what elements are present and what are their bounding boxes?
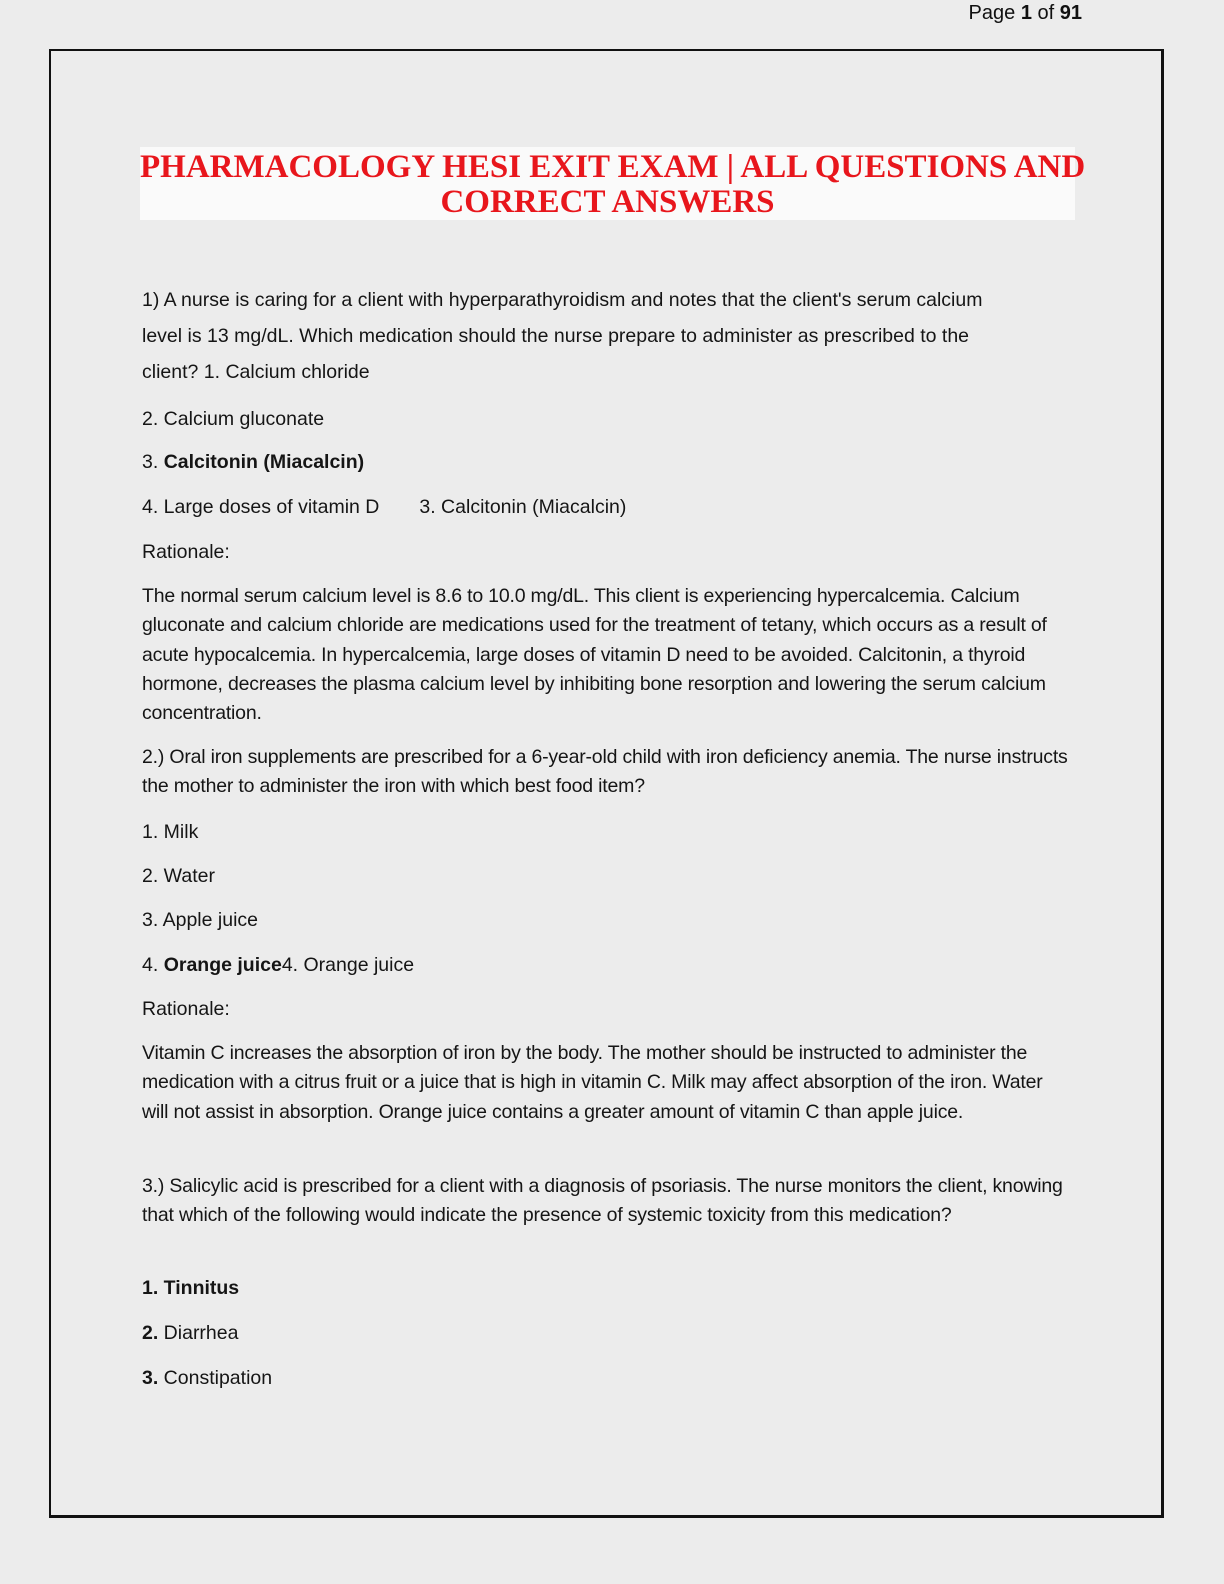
q1-stem-line-3: client? 1. Calcium chloride <box>142 361 370 383</box>
q1-option-3 <box>142 451 364 474</box>
q3-option-3-text: Constipation <box>158 1367 273 1389</box>
q3-stem: 3.) Salicylic acid is prescribed for a client with a diagnosis of psoriasis. The nurse monitors the client, knowing that which of the following would indicate the presence of systemic toxicity from this medication? <box>142 1175 1063 1227</box>
q3-option-2-number: 2. <box>142 1322 159 1344</box>
q2-rationale-label: Rationale: <box>142 998 230 1020</box>
q3-option-2 <box>142 1322 238 1345</box>
page-of: of <box>1037 2 1055 24</box>
q1-option-4-row <box>142 496 626 519</box>
q1-option-4: 4. Large doses of vitamin D <box>142 496 380 518</box>
document-title <box>140 147 1086 220</box>
q2-rationale: Vitamin C increases the absorption of iron by the body. The mother should be instructed to administer the medication with a citrus fruit or a juice that is high in vitamin C. Milk may affect absorption of the iron. Water will not assist in absorption. Orange juice contains a greater amount of vitamin C than apple juice. <box>142 1042 1043 1123</box>
q2-option-3: 3. Apple juice <box>142 909 259 931</box>
q1-option-2: 2. Calcium gluconate <box>142 408 325 430</box>
q1-option-3-correct: Calcitonin (Miacalcin) <box>163 451 365 473</box>
q3-option-3-number: 3. <box>142 1367 159 1389</box>
q2-option-4-row <box>142 954 414 977</box>
q1-option-3-number: 3. <box>142 451 164 473</box>
q2-option-4-correct: Orange juice <box>163 954 282 976</box>
q2-option-1: 1. Milk <box>142 821 199 843</box>
q3-option-1-correct: 1. Tinnitus <box>142 1277 240 1299</box>
q1-answer: 3. Calcitonin (Miacalcin) <box>419 496 627 518</box>
q2-option-4-number: 4. <box>142 954 164 976</box>
q3-option-3 <box>142 1367 272 1390</box>
q1-rationale: The normal serum calcium level is 8.6 to 10.0 mg/dL. This client is experiencing hypercalcemia. Calcium gluconate and calcium chloride are medications used for the treatment of tetany, which occurs as a result of acute hypocalcemia. In hypercalcemia, large doses of vitamin D need to be avoided. Calcitonin, a thyroid hormone, decreases the plasma calcium level by inhibiting bone resorption and lowering the serum calcium concentration. <box>142 585 1047 725</box>
q3-option-2-text: Diarrhea <box>158 1322 239 1344</box>
q1-stem-line-1: 1) A nurse is caring for a client with hyperparathyroidism and notes that the client's serum calcium <box>142 289 983 311</box>
q2-stem: 2.) Oral iron supplements are prescribed for a 6-year-old child with iron deficiency anemia. The nurse instructs the mother to administer the iron with which best food item? <box>142 746 1068 798</box>
page-current: 1 <box>1020 2 1032 24</box>
q2-option-2: 2. Water <box>142 865 215 887</box>
q1-stem-line-2: level is 13 mg/dL. Which medication should the nurse prepare to administer as prescribed to the <box>142 325 970 347</box>
page-label: Page <box>968 2 1016 24</box>
title-line-1: PHARMACOLOGY HESI EXIT EXAM | ALL QUESTIONS AND <box>140 149 1086 185</box>
page-counter <box>969 2 1082 25</box>
q1-rationale-label: Rationale: <box>142 541 230 563</box>
title-line-2: CORRECT ANSWERS <box>440 184 775 220</box>
page-total: 91 <box>1059 2 1082 24</box>
q2-answer: 4. Orange juice <box>281 954 415 976</box>
